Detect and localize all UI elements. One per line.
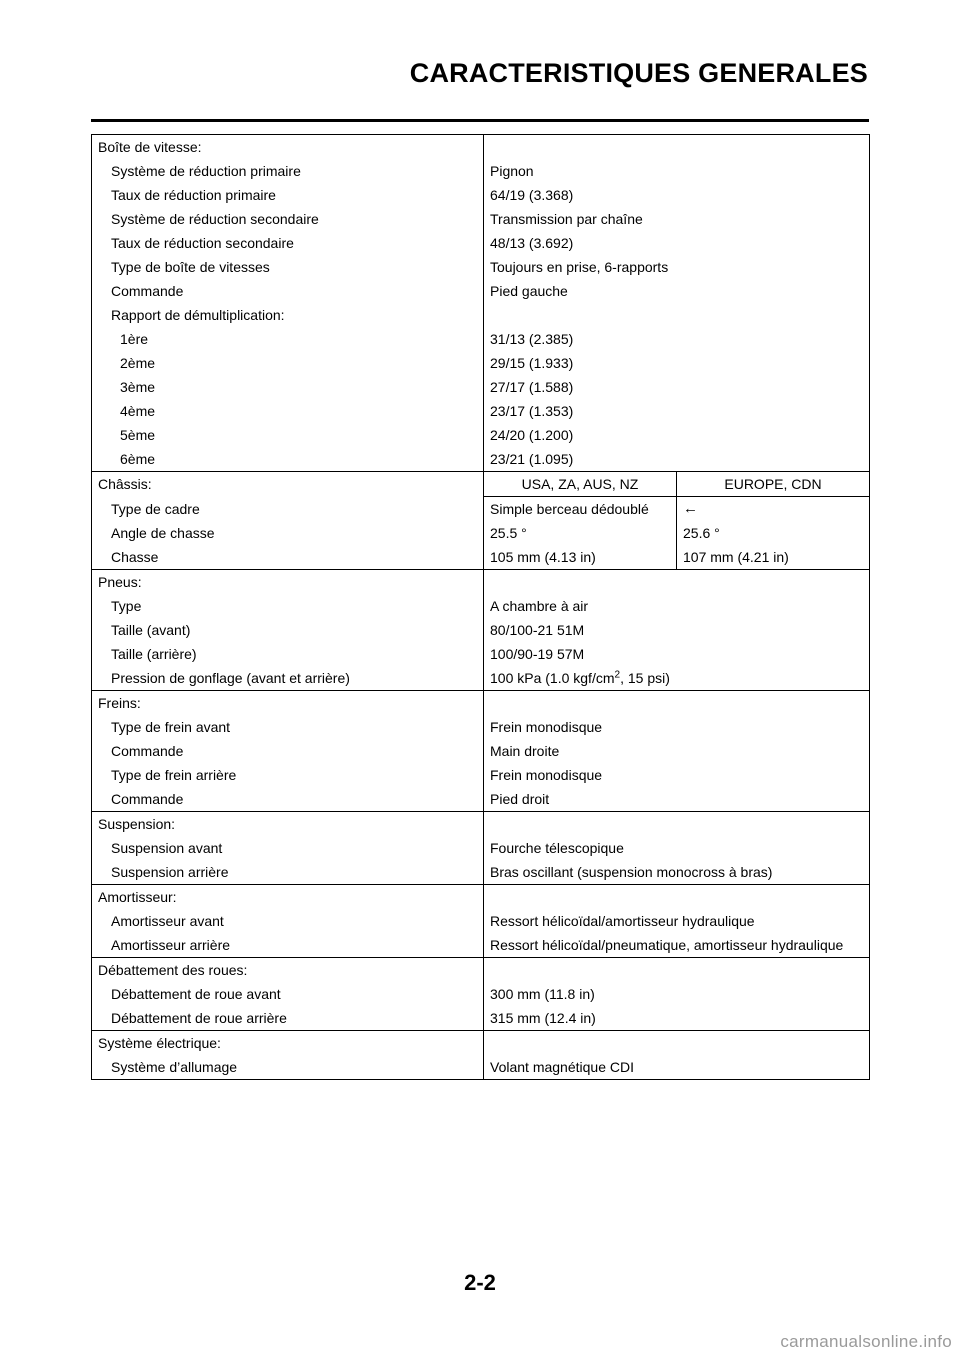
watermark: carmanualsonline.info [780, 1332, 952, 1351]
spec-value: Ressort hélicoïdal/amortisseur hydraulique [484, 909, 870, 933]
spec-value: Toujours en prise, 6-rapports [484, 255, 870, 279]
section-header-brakes [92, 691, 870, 716]
spec-label: Taille (arrière) [92, 642, 484, 666]
table-row [92, 860, 870, 885]
gear-ratio: 29/15 (1.933) [484, 351, 870, 375]
table-row [92, 207, 870, 231]
spec-value: 300 mm (11.8 in) [484, 982, 870, 1006]
spec-value: Frein monodisque [484, 763, 870, 787]
spec-value [484, 666, 870, 691]
spec-value: 80/100-21 51M [484, 618, 870, 642]
section-header-shocks [92, 885, 870, 910]
spec-label: Taille (avant) [92, 618, 484, 642]
spec-value: Simple berceau dédoublé [484, 497, 677, 522]
spec-label: Type de frein avant [92, 715, 484, 739]
table-row [92, 183, 870, 207]
spec-value: Transmission par chaîne [484, 207, 870, 231]
spec-value: 105 mm (4.13 in) [484, 545, 677, 570]
table-row [92, 787, 870, 812]
table-row [92, 666, 870, 691]
spec-value: Pied droit [484, 787, 870, 812]
spec-label: Taux de réduction secondaire [92, 231, 484, 255]
section-header-wheel-travel [92, 958, 870, 983]
spec-value: Fourche télescopique [484, 836, 870, 860]
table-row [92, 497, 870, 522]
column-header-usa: USA, ZA, AUS, NZ [484, 472, 677, 497]
spec-label: Angle de chasse [92, 521, 484, 545]
spec-value: 25.6 ° [677, 521, 870, 545]
gear-ratio: 27/17 (1.588) [484, 375, 870, 399]
spec-label: Commande [92, 787, 484, 812]
table-row [92, 399, 870, 423]
section-title: Système électrique: [92, 1031, 484, 1056]
table-row [92, 327, 870, 351]
page-title: CARACTERISTIQUES GENERALES [409, 58, 868, 88]
title-divider [91, 119, 869, 122]
table-row [92, 255, 870, 279]
spec-value: Pignon [484, 159, 870, 183]
spec-value: Bras oscillant (suspension monocross à bras) [484, 860, 870, 885]
section-header-gearbox [92, 135, 870, 160]
spec-label: Type [92, 594, 484, 618]
gear-ratio: 24/20 (1.200) [484, 423, 870, 447]
section-title: Freins: [92, 691, 484, 716]
table-row [92, 545, 870, 570]
spec-value: 100/90-19 57M [484, 642, 870, 666]
table-row [92, 715, 870, 739]
spec-value: 25.5 ° [484, 521, 677, 545]
spec-label: Débattement de roue avant [92, 982, 484, 1006]
spec-value: Frein monodisque [484, 715, 870, 739]
gear-ratio: 23/17 (1.353) [484, 399, 870, 423]
spec-value: Ressort hélicoïdal/pneumatique, amortisseur hydraulique [484, 933, 870, 958]
spec-value: 48/13 (3.692) [484, 231, 870, 255]
spec-table [91, 134, 870, 1080]
page-number: 2-2 [464, 1270, 496, 1295]
table-row [92, 618, 870, 642]
spec-label: Rapport de démultiplication: [92, 303, 484, 327]
section-title: Amortisseur: [92, 885, 484, 910]
section-title: Suspension: [92, 812, 484, 837]
table-row [92, 521, 870, 545]
section-header-chassis [92, 472, 870, 497]
gear-label: 6ème [92, 447, 484, 472]
gear-ratio: 23/21 (1.095) [484, 447, 870, 472]
column-header-europe: EUROPE, CDN [677, 472, 870, 497]
table-row [92, 982, 870, 1006]
spec-value: 64/19 (3.368) [484, 183, 870, 207]
spec-label: Type de frein arrière [92, 763, 484, 787]
table-row [92, 375, 870, 399]
section-title: Boîte de vitesse: [92, 135, 484, 160]
table-row [92, 447, 870, 472]
section-title: Débattement des roues: [92, 958, 484, 983]
section-header-tires [92, 570, 870, 595]
gear-label: 4ème [92, 399, 484, 423]
table-row [92, 933, 870, 958]
spec-value: Pied gauche [484, 279, 870, 303]
spec-label: Commande [92, 739, 484, 763]
table-row [92, 836, 870, 860]
section-header-suspension [92, 812, 870, 837]
spec-label: Type de boîte de vitesses [92, 255, 484, 279]
spec-label: Système de réduction secondaire [92, 207, 484, 231]
spec-label: Type de cadre [92, 497, 484, 522]
spec-value: 107 mm (4.21 in) [677, 545, 870, 570]
spec-value: 315 mm (12.4 in) [484, 1006, 870, 1031]
spec-label: Commande [92, 279, 484, 303]
section-title: Châssis: [92, 472, 484, 497]
spec-label: Chasse [92, 545, 484, 570]
pressure-suffix: , 15 psi) [620, 670, 670, 686]
table-row [92, 303, 870, 327]
gear-label: 3ème [92, 375, 484, 399]
spec-label: Amortisseur avant [92, 909, 484, 933]
pressure-exponent: 2 [614, 669, 621, 681]
spec-label: Système de réduction primaire [92, 159, 484, 183]
table-row [92, 594, 870, 618]
table-row [92, 231, 870, 255]
gear-label: 1ère [92, 327, 484, 351]
spec-label: Taux de réduction primaire [92, 183, 484, 207]
table-row [92, 279, 870, 303]
spec-label: Débattement de roue arrière [92, 1006, 484, 1031]
spec-label: Suspension arrière [92, 860, 484, 885]
table-row [92, 1055, 870, 1080]
gear-ratio: 31/13 (2.385) [484, 327, 870, 351]
spec-value: Volant magnétique CDI [484, 1055, 870, 1080]
table-row [92, 159, 870, 183]
spec-value: A chambre à air [484, 594, 870, 618]
spec-label: Système d’allumage [92, 1055, 484, 1080]
spec-value: Main droite [484, 739, 870, 763]
spec-label: Suspension avant [92, 836, 484, 860]
table-row [92, 642, 870, 666]
same-as-left-arrow-icon: ← [677, 497, 870, 522]
table-row [92, 351, 870, 375]
section-header-electrical [92, 1031, 870, 1056]
pressure-main: 100 kPa (1.0 kgf/cm [490, 670, 615, 686]
spec-label: Amortisseur arrière [92, 933, 484, 958]
spec-label: Pression de gonflage (avant et arrière) [92, 666, 484, 691]
table-row [92, 423, 870, 447]
section-title: Pneus: [92, 570, 484, 595]
gear-label: 5ème [92, 423, 484, 447]
table-row [92, 763, 870, 787]
table-row [92, 739, 870, 763]
gear-label: 2ème [92, 351, 484, 375]
table-row [92, 909, 870, 933]
table-row [92, 1006, 870, 1031]
